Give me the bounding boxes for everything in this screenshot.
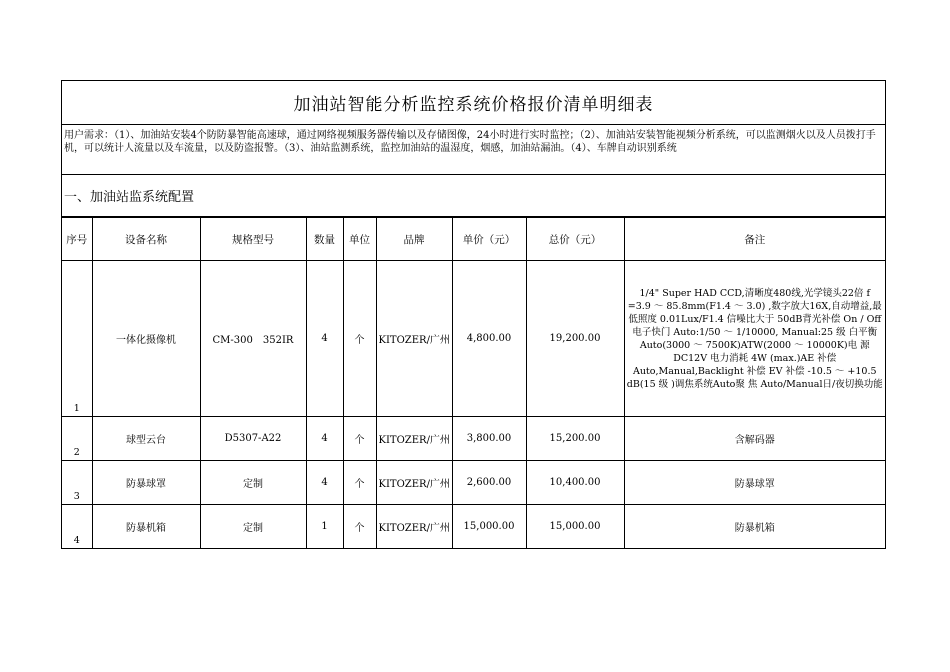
row-quantity: 4 xyxy=(306,461,343,505)
row-total-price: 10,400.00 xyxy=(526,461,624,505)
row-brand: KITOZER/广州 xyxy=(376,417,452,461)
row-model: 定制 xyxy=(200,461,306,505)
row-unit: 个 xyxy=(343,417,376,461)
row-index: 1 xyxy=(62,261,92,417)
row-index: 2 xyxy=(62,417,92,461)
table-row xyxy=(62,261,885,417)
table-row xyxy=(62,417,885,461)
row-notes: 防暴机箱 xyxy=(624,505,885,549)
price-table xyxy=(62,217,885,549)
row-model: D5307-A22 xyxy=(200,417,306,461)
header-total-price: 总价（元） xyxy=(526,218,624,261)
header-brand: 品牌 xyxy=(376,218,452,261)
sheet-title: 加油站智能分析监控系统价格报价清单明细表 xyxy=(62,80,885,125)
table-row xyxy=(62,461,885,505)
row-unit-price: 3,800.00 xyxy=(452,417,526,461)
header-model: 规格型号 xyxy=(200,218,306,261)
row-notes: 1/4" Super HAD CCD,清晰度480线,光学镜头22倍 f =3.9 ～ 85.8mm(F1.4 ～ 3.0) ,数字放大16X,自动增益,最低照度 0.01Lux/F1.4 信噪比大于 50dB背光补偿 On / Off 电子快门 Auto:1/50 ～ 1/10000, Manual:25 级 白平衡 Auto(3000 ～ 7500K)ATW(2000 ～ 10000K)电 源 DC12V 电力消耗 4W (max.)AE 补偿 Auto,Manual,Backlight 补偿 EV 补偿 -10.5 ～ +10.5 dB(15 级 )调焦系统Auto聚 焦 Auto/Manual日/夜切换功能 xyxy=(624,261,885,417)
row-model: CM-300 352IR xyxy=(200,261,306,417)
section-heading: 一、加油站监系统配置 xyxy=(62,175,885,217)
row-device-name: 球型云台 xyxy=(92,417,200,461)
row-unit: 个 xyxy=(343,261,376,417)
row-quantity: 1 xyxy=(306,505,343,549)
table-header-row xyxy=(62,218,885,261)
row-device-name: 一体化摄像机 xyxy=(92,261,200,417)
row-brand: KITOZER/广州 xyxy=(376,261,452,417)
row-unit: 个 xyxy=(343,505,376,549)
row-index: 4 xyxy=(62,505,92,549)
row-model: 定制 xyxy=(200,505,306,549)
row-notes: 含解码器 xyxy=(624,417,885,461)
row-quantity: 4 xyxy=(306,417,343,461)
row-unit-price: 15,000.00 xyxy=(452,505,526,549)
row-brand: KITOZER/广州 xyxy=(376,461,452,505)
header-unit: 单位 xyxy=(343,218,376,261)
row-total-price: 15,200.00 xyxy=(526,417,624,461)
row-total-price: 19,200.00 xyxy=(526,261,624,417)
user-requirements: 用户需求：（1）、加油站安装4个防防暴智能高速球，通过网络视频服务器传输以及存储图像，24小时进行实时监控；（2）、加油站安装智能视频分析系统，可以监测烟火以及人员拨打手机，可以统计人流量以及车流量，以及防盗报警。（3）、油站监测系统，监控加油站的温湿度，烟感，加油站漏油。（4）、车牌自动识别系统 xyxy=(62,125,885,175)
header-device-name: 设备名称 xyxy=(92,218,200,261)
row-device-name: 防暴球罩 xyxy=(92,461,200,505)
row-unit-price: 2,600.00 xyxy=(452,461,526,505)
header-notes: 备注 xyxy=(624,218,885,261)
row-device-name: 防暴机箱 xyxy=(92,505,200,549)
header-index: 序号 xyxy=(62,218,92,261)
header-unit-price: 单价（元） xyxy=(452,218,526,261)
row-index: 3 xyxy=(62,461,92,505)
row-unit: 个 xyxy=(343,461,376,505)
row-unit-price: 4,800.00 xyxy=(452,261,526,417)
table-row xyxy=(62,505,885,549)
row-notes: 防暴球罩 xyxy=(624,461,885,505)
quote-sheet xyxy=(61,80,886,549)
row-total-price: 15,000.00 xyxy=(526,505,624,549)
row-brand: KITOZER/广州 xyxy=(376,505,452,549)
row-quantity: 4 xyxy=(306,261,343,417)
header-quantity: 数量 xyxy=(306,218,343,261)
